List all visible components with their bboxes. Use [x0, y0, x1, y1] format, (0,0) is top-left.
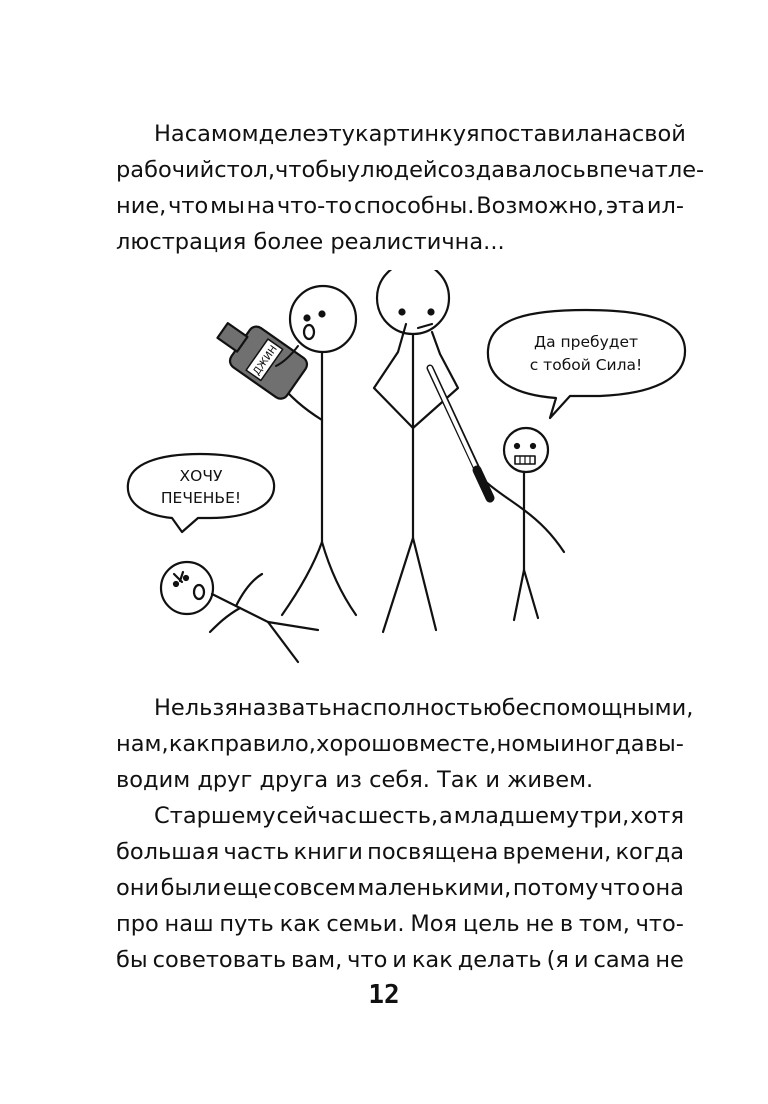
text-line — [116, 152, 705, 188]
bubble-right-line-2: с тобой Сила! — [529, 356, 643, 374]
word: как — [279, 911, 321, 937]
word: бы — [116, 947, 148, 973]
stick-figure-illustration — [0, 270, 768, 670]
word: семьи. — [326, 911, 405, 937]
word: потому — [512, 875, 599, 901]
word: нам, — [116, 731, 169, 757]
word: как — [411, 947, 453, 973]
word: наш — [164, 911, 214, 937]
line-text: водим друг друга из себя. Так и живем. — [116, 767, 594, 793]
word: вместе, — [405, 731, 497, 757]
word: еще — [222, 875, 272, 901]
bubble-left-line-2: ПЕЧЕНЬЕ! — [160, 489, 242, 507]
word: том, — [578, 911, 630, 937]
text-line — [154, 690, 694, 726]
bubble-left-line-1: ХОЧУ — [179, 467, 223, 485]
word: самом — [184, 121, 259, 147]
text-line — [116, 224, 684, 260]
word: что — [347, 947, 388, 973]
word: правило, — [210, 731, 316, 757]
word: что — [168, 193, 209, 219]
word: не — [525, 911, 555, 937]
word: рабочий — [116, 157, 215, 183]
word: Возможно, — [476, 193, 605, 219]
word: беспомощными, — [501, 695, 694, 721]
word: вам, — [291, 947, 343, 973]
stick-figure-drinking — [209, 286, 356, 615]
bottle-label: ДЖИН — [251, 343, 280, 378]
word: Старшему — [154, 803, 276, 829]
word: но — [496, 731, 526, 757]
word: что — [600, 875, 641, 901]
word: а — [439, 803, 453, 829]
text-line — [116, 942, 684, 978]
word: что- — [635, 911, 684, 937]
word: часть — [223, 839, 290, 865]
word: цель — [462, 911, 520, 937]
word: назвать — [237, 695, 332, 721]
word: были — [160, 875, 222, 901]
word: большая — [116, 839, 220, 865]
word: путь — [219, 911, 274, 937]
word: времени, — [502, 839, 612, 865]
paragraph-2-body — [116, 726, 684, 798]
bubble-right-line-1: Да пребудет — [533, 333, 639, 351]
word: способны. — [353, 193, 475, 219]
word: маленькими, — [357, 875, 512, 901]
paragraph-2 — [154, 690, 694, 726]
word: деле — [258, 121, 317, 147]
text-line — [154, 798, 684, 834]
word: эту — [316, 121, 355, 147]
word: мы — [525, 731, 561, 757]
word: ил- — [646, 193, 684, 219]
word: сейчас — [276, 803, 357, 829]
word: и — [573, 947, 589, 973]
word: шесть, — [357, 803, 439, 829]
word: вы- — [644, 731, 684, 757]
word: Моя — [410, 911, 458, 937]
word: свой — [631, 121, 686, 147]
text-line — [116, 870, 684, 906]
word: я — [466, 121, 480, 147]
text-line — [116, 188, 684, 224]
paragraph-3-body — [116, 834, 684, 978]
line-text: люстрация более реалистична... — [116, 229, 505, 255]
text-line — [116, 762, 684, 798]
word: советовать — [152, 947, 287, 973]
word: совсем — [273, 875, 356, 901]
word: младшему — [453, 803, 580, 829]
lightsaber-icon — [430, 368, 490, 498]
stick-figure-saber — [430, 368, 564, 620]
word: На — [154, 121, 185, 147]
text-line — [154, 116, 684, 152]
word: людей — [360, 157, 438, 183]
word: Нельзя — [154, 695, 238, 721]
word: полностью — [372, 695, 502, 721]
word: три, — [580, 803, 630, 829]
word: про — [116, 911, 159, 937]
word: мы — [210, 193, 245, 219]
word: иногда — [560, 731, 645, 757]
text-line — [116, 834, 684, 870]
word: эта — [605, 193, 646, 219]
speech-bubble-left — [128, 454, 274, 532]
word: картинку — [355, 121, 467, 147]
word: и — [392, 947, 407, 973]
page-number: 12 — [368, 980, 400, 1010]
word: делать — [457, 947, 542, 973]
word: у — [346, 157, 361, 183]
word: хорошо — [316, 731, 406, 757]
word: посвящена — [367, 839, 499, 865]
word: что-то — [276, 193, 353, 219]
word: сама — [593, 947, 651, 973]
word: они — [116, 875, 160, 901]
word: в — [559, 911, 574, 937]
word: когда — [615, 839, 684, 865]
word: книги — [293, 839, 363, 865]
word: поставила — [479, 121, 604, 147]
speech-bubble-right — [488, 310, 685, 418]
stick-figure-thinking — [374, 270, 458, 632]
word: чтобы — [275, 157, 347, 183]
word: не — [655, 947, 684, 973]
word: на — [246, 193, 276, 219]
text-line — [116, 726, 684, 762]
word: нас — [331, 695, 373, 721]
word: впечатле- — [585, 157, 705, 183]
word: ние, — [116, 193, 167, 219]
paragraph-3 — [154, 798, 684, 834]
word: на — [603, 121, 632, 147]
paragraph-1-body — [116, 152, 705, 260]
paragraph-1 — [154, 116, 684, 152]
stick-figure-lying — [161, 562, 318, 662]
word: стол, — [214, 157, 276, 183]
word: создавалось — [437, 157, 586, 183]
word: хотя — [630, 803, 684, 829]
word: (я — [546, 947, 569, 973]
text-line — [116, 906, 684, 942]
word: как — [168, 731, 210, 757]
word: она — [641, 875, 684, 901]
